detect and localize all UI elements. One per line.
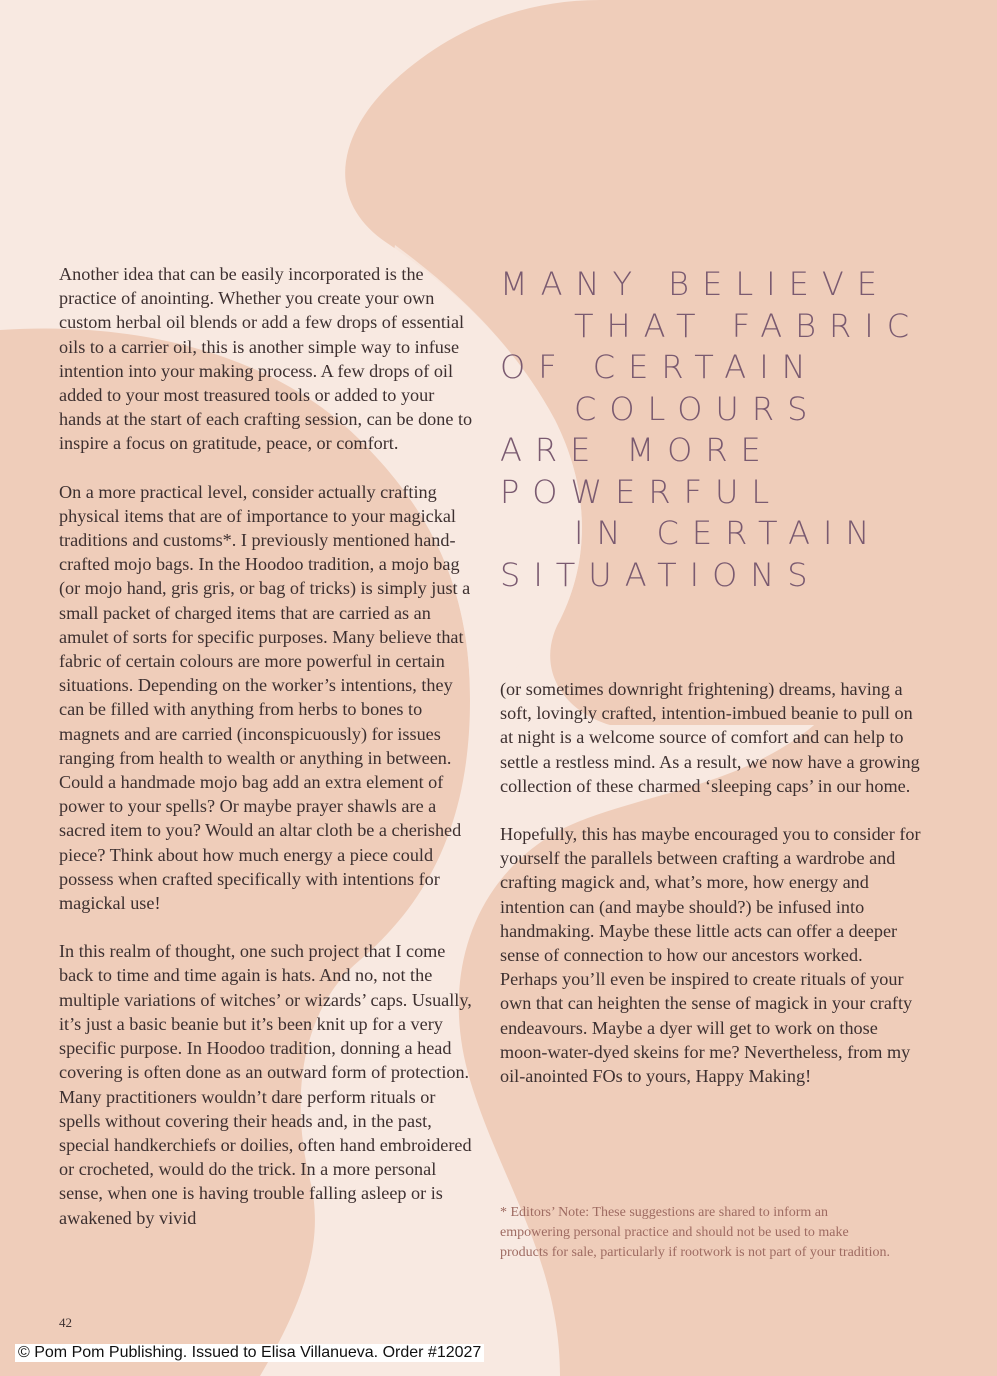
left-paragraph-2: On a more practical level, consider actually crafting physical items that are of importance to your magickal traditions and customs*. I previously mentioned hand-crafted mojo bags. In the Hoodoo tradition, a mojo bag (or mojo hand, gris gris, or bag of tricks) is simply just a small packet of charged items that are carried as an amulet of sorts for specific purposes. Many believe that fabric of certain colours are more powerful in certain situations. Depending on the worker’s intentions, they can be filled with anything from herbs to bones to magnets and are carried (inconspicuously) for issues ranging from health to wealth or anything in between. Could a handmade mojo bag add an extra element of power to your spells? Or maybe prayer shawls are a sacred item to you? Would an altar cloth be a cherished piece? Think about how much energy a piece could possess when crafted specifically with intentions for magickal use! <box>59 481 471 914</box>
left-paragraph-1: Another idea that can be easily incorporated is the practice of anointing. Whether you create your own custom herbal oil blends or add a few drops of essential oils to a carrier oil, this is another simple way to infuse intention into your making process. A few drops of oil added to your most treasured tools or added to your hands at the start of each crafting session, can be done to inspire a focus on gratitude, peace, or comfort. <box>59 264 473 454</box>
pull-quote-line: SITUATIONS <box>500 555 821 594</box>
right-paragraph-2: Hopefully, this has maybe encouraged you to consider for yourself the parallels between crafting a wardrobe and crafting magick and, what’s more, how energy and intention can (and maybe should?) be infused into handmaking. Maybe these little acts can offer a deeper sense of connection to how our ancestors worked. Perhaps you’ll even be inspired to create rituals of your own that can heighten the sense of magick in your crafty endeavours. Maybe a dyer will get to work on those moon-water-dyed skeins for me? Nevertheless, from my oil-anointed FOs to yours, Happy Making! <box>500 824 921 1087</box>
page-number: 42 <box>59 1315 72 1330</box>
pull-quote-line: MANY BELIEVE <box>500 265 890 303</box>
pull-quote-line: COLOURS <box>574 389 821 428</box>
right-paragraph-1: (or sometimes downright frightening) dreams, having a soft, lovingly crafted, intention-imbued beanie to pull on at night is a welcome source of comfort and can help to settle a restless mind. As a result, we now have a growing collection of these charmed ‘sleeping caps’ in our home. <box>500 679 920 796</box>
pull-quote-line: THAT FABRIC <box>574 306 923 345</box>
pull-quote-line: POWERFUL <box>500 472 783 511</box>
pull-quote-line: ARE MORE <box>500 431 774 469</box>
left-column-body <box>59 262 479 1254</box>
pull-quote-line: IN CERTAIN <box>574 514 883 552</box>
left-paragraph-3: In this realm of thought, one such project that I come back to time and time again is hats. And no, not the multiple variations of witches’ or wizards’ caps. Usually, it’s just a basic beanie but it’s been knit up for a very specific purpose. In Hoodoo tradition, donning a head covering is often done as an outward form of protection. Many practitioners wouldn’t dare perform rituals or spells without covering their heads and, in the past, special handkerchiefs or doilies, often hand embroidered or crocheted, would do the trick. In a more personal sense, when one is having trouble falling asleep or is awakened by vivid <box>59 941 472 1228</box>
pull-quote-line: OF CERTAIN <box>500 348 819 386</box>
right-column-body <box>500 677 922 1112</box>
pull-quote <box>500 264 940 596</box>
editors-note: * Editors’ Note: These suggestions are shared to inform an empowering personal practice and should not be used to make products for sale, particularly if rootwork is not part of your tradition. <box>500 1205 890 1260</box>
copyright-notice: © Pom Pom Publishing. Issued to Elisa Villanueva. Order #12027 <box>15 1344 484 1362</box>
